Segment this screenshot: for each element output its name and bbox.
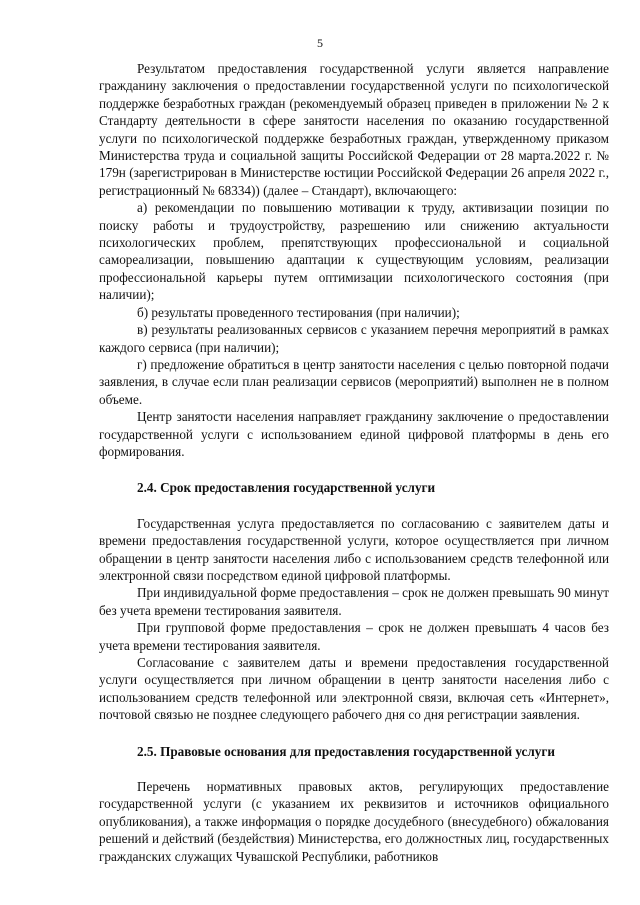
paragraph-legal-acts: Перечень нормативных правовых актов, регулирующих предоставление государственной услуги (с указанием их реквизитов и источников официального опубликования), а также информация о порядке досудебного (внесудебного) обжалования решений и действий (бездействия) Министерства, его должностных лиц, государственных гражданских служащих Чувашской Республики, работников: [99, 779, 609, 864]
paragraph-group-form: При групповой форме предоставления – срок не должен превышать 4 часов без учета времени тестирования заявителя.: [99, 620, 609, 653]
paragraph-item-b: б) результаты проведенного тестирования (при наличии);: [137, 304, 460, 320]
section-heading-2-4: 2.4. Срок предоставления государственной услуги: [137, 480, 436, 496]
paragraph-result: Результатом предоставления государственной услуги является направление гражданину заключения о предоставлении государственной услуги по психологической поддержке безработных граждан (рекомендуемый образец приведен в приложении № 2 к Стандарту деятельности в сфере занятости населения по оказанию государственной услуги по психологической поддержке безработных граждан, утвержденному приказом Министерства труда и социальной защиты Российской Федерации от 28 марта.2022 г. № 179н (зарегистрирован в Министерстве юстиции Российской Федерации 26 апреля 2022 г., регистрационный № 68334)) (далее – Стандарт), включающего:: [99, 61, 609, 198]
page-number: 5: [317, 36, 323, 50]
paragraph-service-agreement: Государственная услуга предоставляется по согласованию с заявителем даты и времени предоставления государственной услуги, которое осуществляется при личном обращении в центр занятости населения либо с использованием средств телефонной или электронной связи посредством единой цифровой платформы.: [99, 515, 609, 583]
section-heading-2-5: 2.5. Правовые основания для предоставления государственной услуги: [137, 743, 555, 759]
paragraph-individual-form: При индивидуальной форме предоставления – срок не должен превышать 90 минут без учета времени тестирования заявителя.: [99, 585, 609, 618]
paragraph-item-g: г) предложение обратиться в центр занятости населения с целью повторной подачи заявления, в случае если план реализации сервисов (мероприятий) выполнен не в полном объеме.: [99, 356, 609, 407]
document-body: [99, 60, 609, 865]
paragraph-item-v: в) результаты реализованных сервисов с указанием перечня мероприятий в рамках каждого сервиса (при наличии);: [99, 322, 609, 355]
paragraph-item-a: а) рекомендации по повышению мотивации к труду, активизации позиции по поиску работы и трудоустройству, разрешению или снижению актуальности психологических проблем, препятствующих профессиональной и социальной самореализации, повышению адаптации к существующим условиям, реализации профессиональной карьеры путем оптимизации психологического состояния (при наличии);: [99, 200, 609, 303]
paragraph-date-agreement: Согласование с заявителем даты и времени предоставления государственной услуги осуществляется при личном обращении в центр занятости населения либо с использованием средств телефонной или электронной связи, включая сеть «Интернет», почтовой связью не позднее следующего рабочего дня со дня регистрации заявления.: [99, 655, 609, 723]
paragraph-center-sends: Центр занятости населения направляет гражданину заключение о предоставлении государственной услуги с использованием единой цифровой платформы в день его формирования.: [99, 409, 609, 459]
